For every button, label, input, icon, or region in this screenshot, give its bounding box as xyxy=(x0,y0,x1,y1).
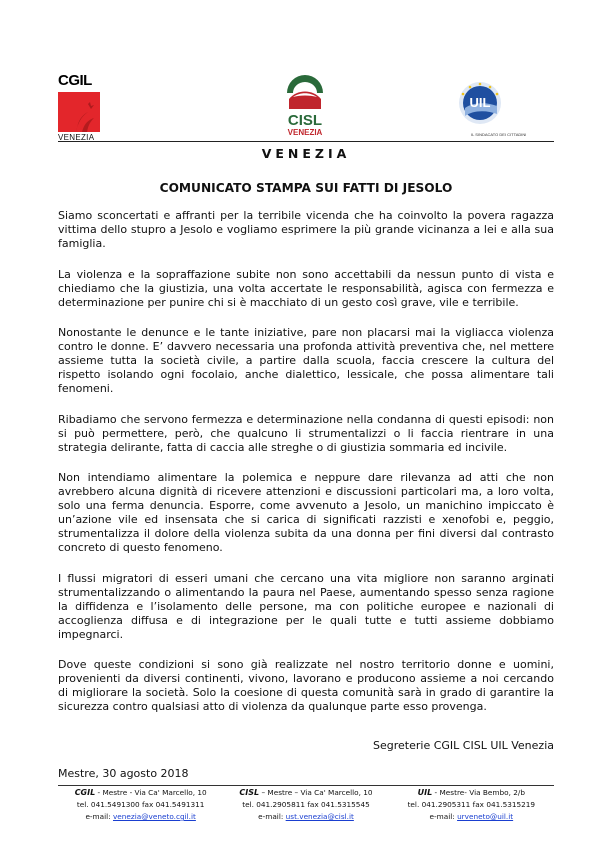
paragraph: Non intendiamo alimentare la polemica e neppure dare rilevanza ad atti che non avrebbero alcuna dignità di ricevere attenzioni e discussioni particolari ma, a loro volta, solo una ferma denuncia. Esporre, come avvenuto a Jesolo, un manichino impiccato è un’azione vile ed insensata che si carica di significati razzisti e xenofobi e, peggio, strumentalizza il dolore della violenza subita da una donna per fini diversi dal contrasto concreto di questo fenomeno. xyxy=(58,471,554,554)
uil-logo xyxy=(457,80,537,137)
footer-cisl-address-line xyxy=(223,787,388,799)
footer-uil-email-label: e-mail: xyxy=(429,812,458,821)
footer-uil-name: UIL xyxy=(417,788,433,797)
footer-cgil-phone: tel. 041.5491300 fax 041.5491311 xyxy=(76,800,205,809)
city-heading: VENEZIA xyxy=(261,146,351,161)
footer-uil-email-line xyxy=(389,811,554,823)
footer-cgil-name: CGIL xyxy=(74,788,96,797)
paragraph: La violenza e la sopraffazione subite non sono accettabili da nessun punto di vista e chiediamo che la giustizia, una volta accertate le responsabilità, agisca con fermezza e determinazione per punire chi si è macchiato di un gesto così grave, vile e terribile. xyxy=(58,267,554,309)
footer-cisl-address: – Mestre – Via Ca' Marcello, 10 xyxy=(259,788,373,797)
cisl-logo xyxy=(281,75,329,137)
uil-emblem-icon xyxy=(457,80,503,126)
cgil-logo-wordmark: CGIL xyxy=(58,72,92,89)
paragraph: Dove queste condizioni si sono già realizzate nel nostro territorio donne e uomini, provenienti da diversi continenti, vivono, lavorano e producono assieme a noi cercando di migliorare la società. Solo la coesione di questa comunità sarà in grado di garantire la sicurezza contro qualsiasi atto di violenza da qualunque parte esso provenga. xyxy=(58,658,554,713)
footer-cgil-email-link[interactable]: venezia@veneto.cgil.it xyxy=(112,812,196,821)
footer-cisl-phone: tel. 041.2905811 fax 041.5315545 xyxy=(242,800,370,809)
footer-cisl-column xyxy=(223,787,388,823)
cgil-logo-emblem xyxy=(58,92,100,132)
cgil-logo-city: VENEZIA xyxy=(58,133,95,142)
date-line: Mestre, 30 agosto 2018 xyxy=(58,767,189,780)
footer-cisl-email-link[interactable]: ust.venezia@cisl.it xyxy=(285,812,354,821)
uil-logo-wordmark: UIL xyxy=(469,95,491,110)
footer-cgil-address-line xyxy=(58,787,223,799)
footer-contacts xyxy=(58,787,554,823)
press-release-body xyxy=(58,209,554,731)
cisl-emblem-icon xyxy=(283,75,327,111)
cisl-logo-wordmark: CISL xyxy=(287,112,323,129)
footer-cgil-address: - Mestre - Via Ca' Marcello, 10 xyxy=(95,788,207,797)
paragraph: Nonostante le denunce e le tante iniziative, pare non placarsi mai la vigliacca violenza contro le donne. E’ davvero necessaria una profonda attività preventiva che, nel mettere assieme tutta la società civile, a partire dalla scuola, faccia crescere la cultura del rispetto isolando ogni focolaio, anche dialettico, lessicale, che possa alimentare tali fenomeni. xyxy=(58,326,554,395)
cgil-logo xyxy=(58,73,102,143)
footer-uil-phone: tel. 041.2905311 fax 041.5315219 xyxy=(407,800,536,809)
footer-uil-column xyxy=(389,787,554,823)
footer-cisl-name: CISL xyxy=(239,788,260,797)
uil-logo-tagline: IL SINDACATO DEI CITTADINI xyxy=(471,132,527,137)
page-title: COMUNICATO STAMPA SUI FATTI DI JESOLO xyxy=(159,181,453,195)
footer-uil-address-line xyxy=(389,787,554,799)
footer-uil-email-link[interactable]: urveneto@uil.it xyxy=(457,812,514,821)
footer-uil-address: - Mestre- Via Bembo, 2/b xyxy=(432,788,525,797)
footer-cisl-email-label: e-mail: xyxy=(258,812,286,821)
footer-cgil-email-label: e-mail: xyxy=(85,812,113,821)
footer-cisl-email-line xyxy=(223,811,388,823)
footer-cgil-column xyxy=(58,787,223,823)
footer-cgil-email-line xyxy=(58,811,223,823)
paragraph: I flussi migratori di esseri umani che cercano una vita migliore non saranno arginati strumentalizzando o alimentando la paura nel Paese, aumentando spesso senza ragione la diffidenza e l’isolamento delle persone, ma con politiche europee e nazionali di accoglienza diffusa e di integrazione per le quali tutte e tutti assieme dobbiamo impegnarci. xyxy=(58,571,554,641)
cgil-emblem-icon xyxy=(58,92,100,132)
header-divider xyxy=(58,141,554,142)
signature: Segreterie CGIL CISL UIL Venezia xyxy=(373,739,554,752)
footer-divider xyxy=(58,785,554,786)
paragraph: Siamo sconcertati e affranti per la terribile vicenda che ha coinvolto la povera ragazza vittima dello stupro a Jesolo e vogliamo esprimere la più grande vicinanza a lei e alla sua famiglia. xyxy=(58,209,554,250)
cisl-logo-city: VENEZIA xyxy=(287,128,323,137)
paragraph: Ribadiamo che servono fermezza e determinazione nella condanna di questi episodi: non si può permettere, però, che qualcuno li strumentalizzi o li faccia rientrare in una strategia delirante, fatta di caccia alle streghe o di giustizia sommaria ed incivile. xyxy=(58,412,554,454)
